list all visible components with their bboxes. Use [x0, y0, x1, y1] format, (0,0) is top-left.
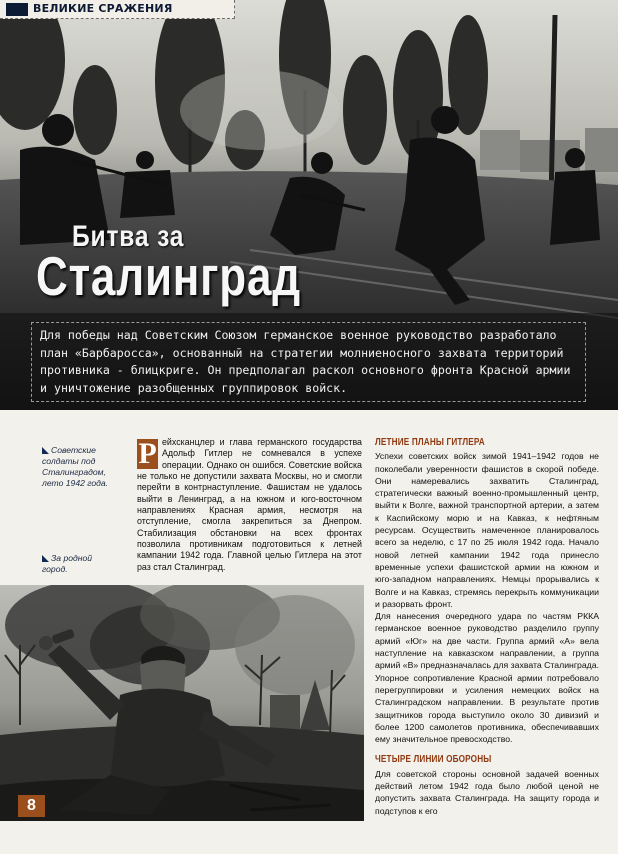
section-heading: ЛЕТНИЕ ПЛАНЫ ГИТЛЕРА	[375, 436, 485, 448]
caption-text: За родной город.	[42, 553, 93, 574]
caption-triangle-icon	[42, 555, 49, 562]
grenade-soldier-photo	[0, 585, 364, 821]
caption-summer-soldiers	[42, 445, 112, 489]
caption-triangle-icon	[42, 447, 49, 454]
lead-paragraph	[137, 437, 362, 573]
section-paragraph: Для нанесения очередного удара по частям РККА германское военное руководство разделило группу армий «Юг» на две части. Группа армий «А» вела наступление на кавказском направлении, а группа армий «В» предназначалась для захвата Сталинграда. Упорное сопротивление Красной армии потребовало перегруппировки и усиления немецких войск на Сталинградском направлении. В результате против защитников города выступило около 30 дивизий и более 1200 самолетов противника, обеспечивавших ему значительное превосходство.	[375, 611, 599, 745]
series-header	[0, 0, 235, 19]
article-title-line2: Сталинград	[36, 245, 301, 307]
article-title-line1: Битва за	[72, 220, 185, 253]
section-paragraph: Успехи советских войск зимой 1941–1942 годов не поколебали уверенности фашистов в скорой победе. Они намеревались захватить Сталинград, стратегически важный военно-промышленный центр, выйти к Волге, важной транспортной артерии, а затем к Каспийскому морю и на Кавказ, к нефтяным ресурсам. Осуществить намеченное планировалось всего за неделю, с 17 по 25 июля 1942 года. Начало новой летней кампании 1942 года принесло временные успехи фашистской армии на южном и юго-западном направлениях. Немцы прорывались к Волге и на Кавказ, стремясь перекрыть коммуникации и разорвать фронт.	[375, 451, 599, 609]
caption-native-city	[42, 553, 112, 575]
series-label: ВЕЛИКИЕ СРАЖЕНИЯ	[33, 2, 173, 15]
grenade-photo-illustration	[0, 585, 364, 821]
right-column	[375, 434, 599, 817]
caption-text: Советские солдаты под Сталинградом, лето 1942 года.	[42, 445, 109, 488]
section-heading: ЧЕТЫРЕ ЛИНИИ ОБОРОНЫ	[375, 753, 492, 766]
section-paragraph: Для советской стороны основной задачей военных действий летом 1942 года было любой ценой не допустить захвата Сталинграда. На защиту города и подступов к его	[375, 768, 599, 816]
series-logo-icon	[6, 3, 28, 16]
lead-text: ейхсканцлер и глава германского государства Адольф Гитлер не сомневался в успехе операции. Однако он ошибся. Советские войска не только не допустили захвата Москвы, но и смогли перейти в контрнаступление. Фашистам не удалось выйти в Ленинград, а на южном и юго-восточном направлениях Красная армия, несмотря на отступление, смогла закрепиться за Днепром. Стабилизация обстановки на всех фронтах позволила противникам подготовиться к летней кампании 1942 года. Главной целью Гитлера на этот раз стал Сталинград.	[137, 437, 362, 572]
page-number: 8	[18, 795, 45, 817]
intro-text: Для победы над Советским Союзом германское военное руководство разработало план «Барбаросса», основанный на стратегии молниеносного захвата территорий противника - блицкриге. Он предполагал раскол основного фронта Красной армии и уничтожение разобщенных группировок войск.	[31, 322, 586, 402]
hero-photo	[0, 0, 618, 410]
drop-cap: Р	[138, 437, 157, 470]
